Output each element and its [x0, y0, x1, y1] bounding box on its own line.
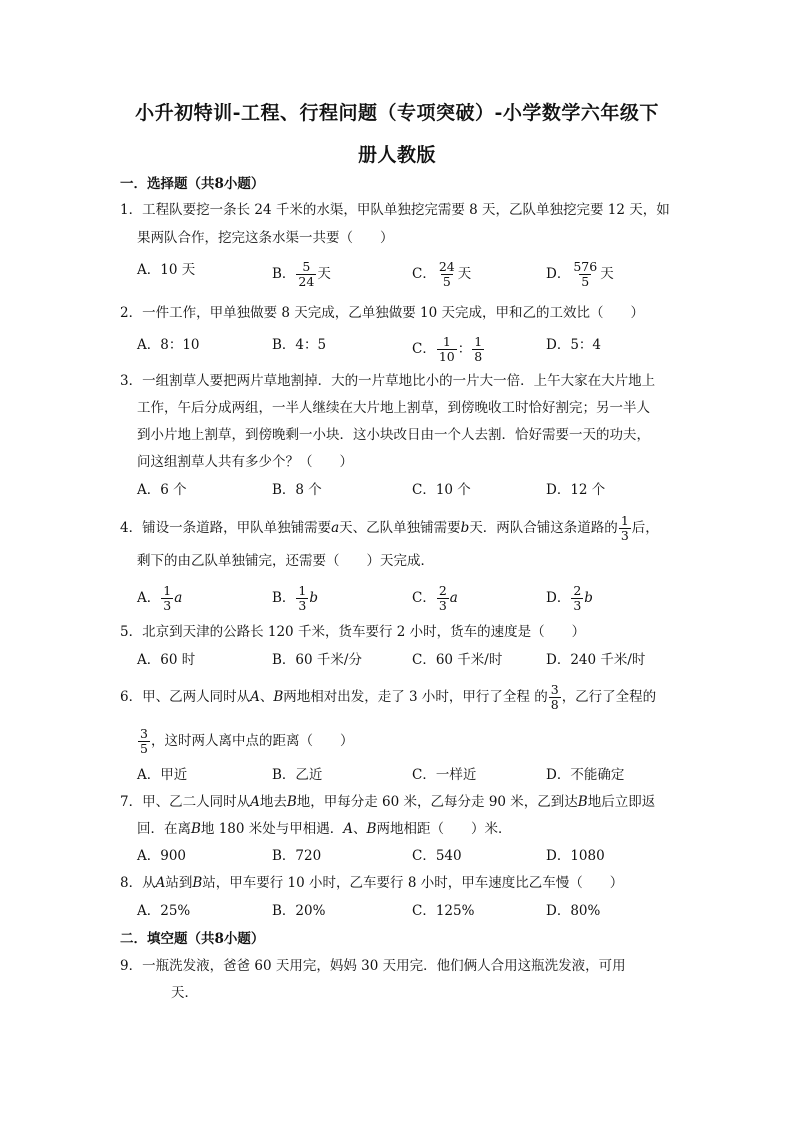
q8-option-c: C．125%	[412, 903, 475, 919]
fraction: $\frac{1}{3}$	[620, 513, 629, 543]
fraction: $\frac{1}{3}$	[298, 583, 307, 613]
q9-text-line2: 天．	[171, 985, 198, 1001]
fraction: $\frac{1}{10}$	[438, 334, 455, 364]
q5-text-line1: 5．北京到天津的公路长 120 千米，货车要行 2 小时，货车的速度是（ ）	[120, 624, 586, 640]
page-title-line1: 小升初特训-工程、行程问题（专项突破）-小学数学六年级下	[135, 102, 659, 124]
q2-option-c: C． $\frac{1}{10}$ ： $\frac{1}{8}$	[412, 334, 483, 364]
q8-text-line1: 8．从A站到B站，甲车要行 10 小时，乙车要行 8 小时，甲车速度比乙车慢（ ）	[120, 875, 624, 891]
fraction: $\frac{3}{8}$	[550, 682, 559, 712]
fraction: $\frac{3}{5}$	[140, 726, 148, 756]
q3-option-c: C．10 个	[412, 482, 471, 498]
q8-option-a: A．25%	[137, 903, 191, 919]
q7-option-a: A．900	[137, 848, 187, 864]
q4-option-c: C． $\frac{2}{3}$ a	[412, 583, 458, 613]
q2-text-line1: 2．一件工作，甲单独做要 8 天完成，乙单独做要 10 天完成，甲和乙的工效比（ ）	[120, 305, 645, 321]
q2-option-b: B．4：5	[272, 337, 327, 353]
q1-text-line2: 果两队合作，挖完这条水渠一共要（ ）	[137, 230, 394, 246]
q3-option-a: A．6 个	[137, 482, 187, 498]
q5-option-d: D．240 千米/时	[546, 652, 646, 668]
q5-option-a: A．60 时	[137, 652, 196, 668]
q7-text-line1: 7．甲、乙二人同时从A地去B地，甲每分走 60 米，乙每分走 90 米，乙到达B地后立即返	[120, 794, 656, 810]
page-title-line2: 册人教版	[357, 144, 436, 166]
q3-text-line3: 到小片地上割草，到傍晚剩一小块．这小块改日由一个人去割．恰好需要一天的功夫，	[137, 427, 650, 443]
fraction: $\frac{2}{3}$	[573, 583, 582, 613]
q9-text-line1: 9．一瓶洗发液，爸爸 60 天用完，妈妈 30 天用完．他们俩人合用这瓶洗发液，可用	[120, 958, 626, 974]
q1-option-d: D． $\frac{576}{5}$ 天	[546, 259, 614, 289]
q6-text-line2: $\frac{3}{5}$ ，这时两人离中点的距离（ ）	[140, 726, 354, 756]
q7-text-line2: 回．在离B地 180 米处与甲相遇．A、B两地相距（ ）米．	[137, 821, 512, 837]
q6-option-d: D．不能确定	[546, 767, 625, 783]
q4-text-line1: 4．铺设一条道路，甲队单独铺需要a天、乙队单独铺需要b天．两队合铺这条道路的 $\frac{1}{3}$ 后，	[120, 513, 659, 543]
q3-text-line1: 3．一组割草人要把两片草地割掉．大的一片草地比小的一片大一倍．上午大家在大片地上	[120, 373, 656, 389]
fraction: $\frac{1}{8}$	[474, 334, 483, 364]
q8-option-d: D．80%	[546, 903, 601, 919]
q1-option-c: C． $\frac{24}{5}$ 天	[412, 259, 472, 289]
section-heading-fill: 二．填空题（共8小题）	[120, 931, 265, 947]
q6-option-b: B．乙近	[272, 767, 323, 783]
section-heading-choice: 一．选择题（共8小题）	[120, 176, 265, 192]
q8-option-b: B．20%	[272, 903, 326, 919]
q3-option-d: D．12 个	[546, 482, 606, 498]
q6-option-a: A．甲近	[137, 767, 188, 783]
q2-option-d: D．5：4	[546, 337, 602, 353]
q7-option-b: B．720	[272, 848, 322, 864]
fraction: $\frac{5}{24}$	[298, 259, 315, 289]
fraction: $\frac{2}{3}$	[438, 583, 447, 613]
q4-option-a: A． $\frac{1}{3}$ a	[137, 583, 183, 613]
q7-option-d: D．1080	[546, 848, 605, 864]
q5-option-b: B．60 千米/分	[272, 652, 362, 668]
q3-text-line2: 工作，午后分成两组，一半人继续在大片地上割草，到傍晚收工时恰好割完；另一半人	[137, 400, 650, 416]
fraction: $\frac{24}{5}$	[438, 259, 455, 289]
q6-option-c: C．一样近	[412, 767, 477, 783]
q2-option-a: A．8：10	[137, 337, 200, 353]
fraction: $\frac{576}{5}$	[573, 259, 598, 289]
q1-option-a: A．10 天	[137, 262, 196, 278]
q4-text-line2: 剩下的由乙队单独铺完，还需要（ ）天完成．	[137, 553, 434, 569]
q3-option-b: B．8 个	[272, 482, 322, 498]
q7-option-c: C．540	[412, 848, 462, 864]
fraction: $\frac{1}{3}$	[163, 583, 172, 613]
q5-option-c: C．60 千米/时	[412, 652, 503, 668]
q3-text-line4: 问这组割草人共有多少个？（ ）	[137, 454, 353, 470]
q6-text-line1: 6．甲、乙两人同时从A、B两地相对出发，走了 3 小时，甲行了全程 的 $\frac{3}{8}$ ，乙行了全程的	[120, 682, 657, 712]
q4-option-b: B． $\frac{1}{3}$ b	[272, 583, 319, 613]
q4-option-d: D． $\frac{2}{3}$ b	[546, 583, 593, 613]
q1-option-b: B． $\frac{5}{24}$ 天	[272, 259, 331, 289]
q1-text-line1: 1．工程队要挖一条长 24 千米的水渠，甲队单独挖完需要 8 天，乙队单独挖完要 12 天，如	[120, 202, 670, 218]
